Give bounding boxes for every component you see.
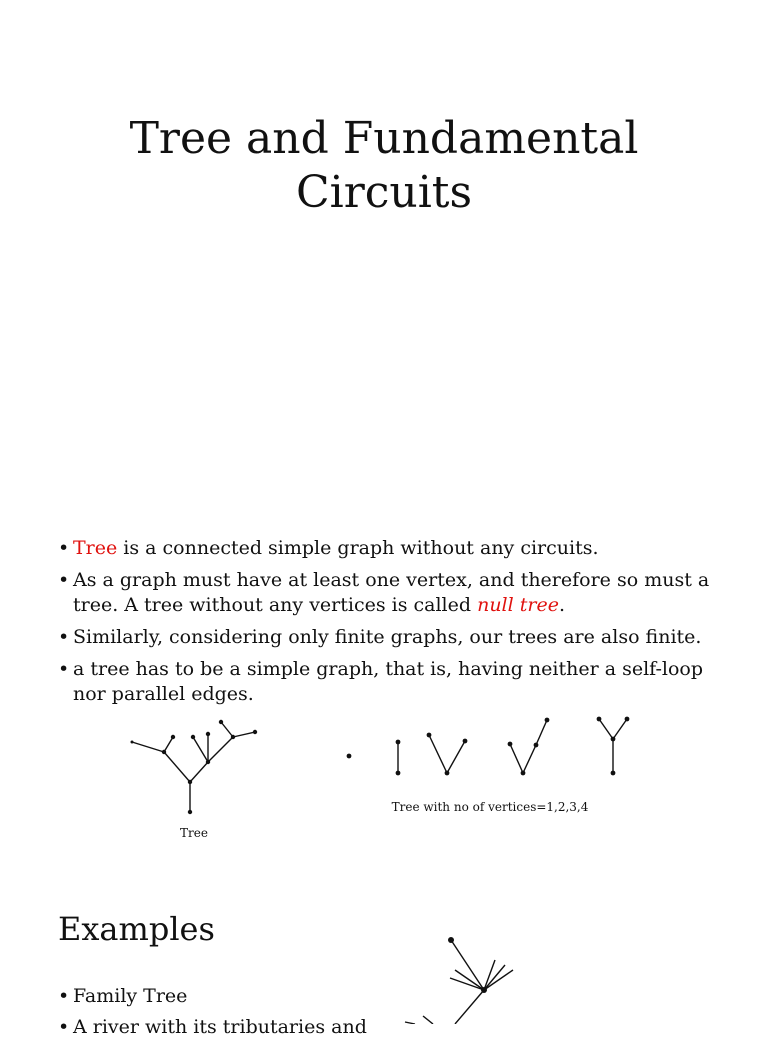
example-text: A river with its tributaries and — [73, 1016, 367, 1038]
tree-term: Tree — [73, 537, 118, 559]
example-item — [58, 984, 418, 1009]
bullet-dot: • — [58, 569, 70, 591]
one-vertex-tree — [347, 754, 352, 759]
bullet-item — [58, 657, 728, 707]
examples-heading: Examples — [58, 910, 215, 948]
bullet-dot: • — [58, 626, 70, 648]
slide-title — [0, 112, 768, 220]
title-line-1: Tree and Fundamental — [129, 113, 639, 164]
null-tree-term: null tree — [477, 594, 559, 616]
vertices-caption: Tree with no of vertices=1,2,3,4 — [391, 800, 589, 814]
bullet-text: As a graph must have at least one vertex, and therefore so must a tree. A tree without any vertices is called — [73, 569, 710, 616]
example-text: Family Tree — [73, 985, 188, 1007]
small-trees-figure — [335, 712, 635, 782]
bullet-text: a tree has to be a simple graph, that is, having neither a self-loop nor parallel edges. — [73, 658, 704, 705]
bullet-item — [58, 625, 728, 650]
four-vertex-path-tree — [508, 718, 550, 776]
tree-graph-figure — [118, 712, 268, 820]
two-vertex-tree — [396, 740, 401, 776]
bullet-item — [58, 568, 728, 618]
example-item — [58, 1015, 418, 1040]
definition-bullets — [58, 536, 728, 714]
river-edges — [405, 940, 513, 1024]
bullet-text-end: . — [558, 594, 565, 616]
bullet-dot: • — [58, 658, 70, 680]
bullet-item — [58, 536, 728, 561]
title-line-2: Circuits — [295, 167, 473, 218]
four-vertex-star-tree — [597, 717, 630, 776]
bullet-dot: • — [58, 537, 70, 559]
tree-caption: Tree — [180, 826, 208, 840]
river-tree-figure — [395, 930, 525, 1024]
examples-list — [58, 984, 418, 1046]
bullet-text: Similarly, considering only finite graphs, our trees are also finite. — [73, 626, 702, 648]
bullet-text: is a connected simple graph without any circuits. — [117, 537, 599, 559]
bullet-dot: • — [58, 985, 70, 1007]
bullet-dot: • — [58, 1016, 70, 1038]
tree-vertices — [131, 720, 258, 814]
three-vertex-tree — [427, 733, 468, 776]
